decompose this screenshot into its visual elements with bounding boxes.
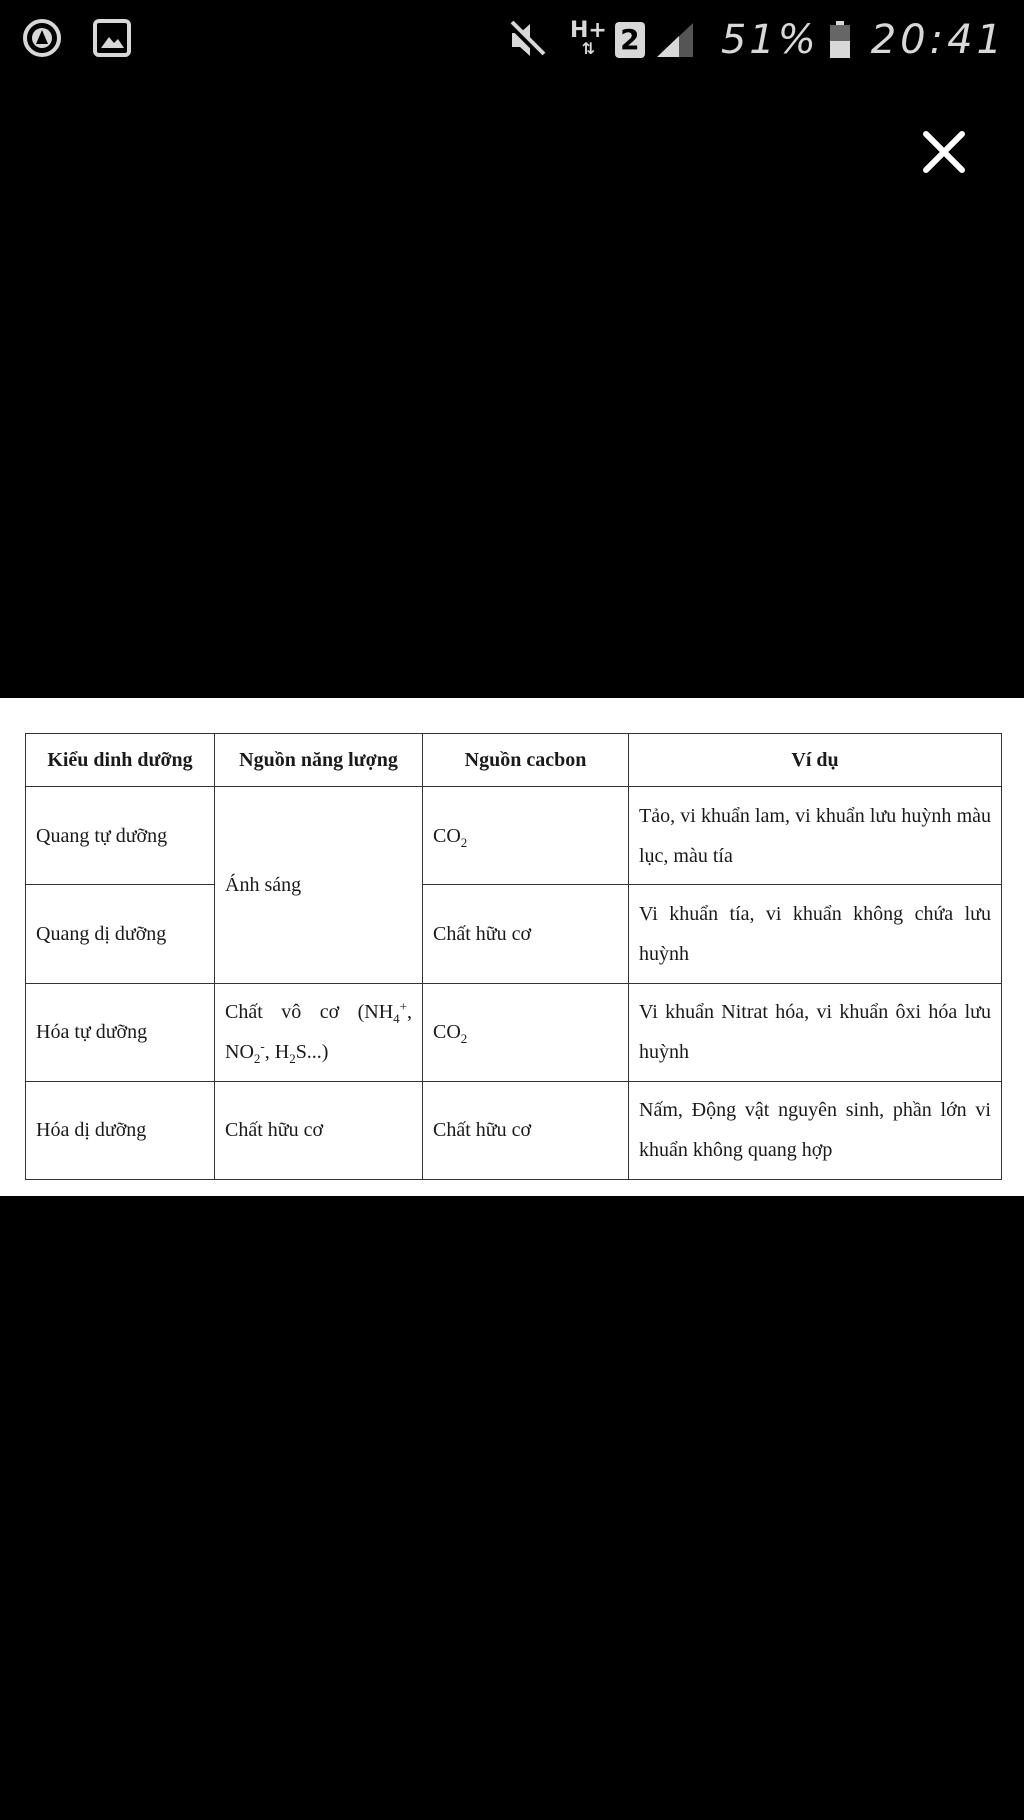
- cell-carbon: $CO_2$: [423, 983, 629, 1081]
- status-bar: [0, 0, 1024, 80]
- table-row: [26, 787, 1002, 885]
- battery-percent: 51%: [720, 17, 819, 63]
- cell-type: Hóa tự dưỡng: [26, 983, 215, 1081]
- mute-icon: [504, 18, 548, 62]
- nutrition-table: [25, 733, 1002, 1180]
- clock: 20:41: [870, 17, 1006, 63]
- header-type: Kiểu dinh dưỡng: [26, 734, 215, 787]
- cell-example: Vi khuẩn tía, vi khuẩn không chứa lưu huỳnh: [629, 885, 1002, 983]
- cell-energy: Ánh sáng: [215, 787, 423, 984]
- cell-carbon: $CO_2$: [423, 787, 629, 885]
- cell-energy: Chất vô cơ ($NH_4^+$, $NO_2^-$, $H_2S$...): [215, 983, 423, 1081]
- sim-badge: 2: [615, 22, 645, 58]
- cell-example: Tảo, vi khuẩn lam, vi khuẩn lưu huỳnh màu lục, màu tía: [629, 787, 1002, 885]
- cell-example: Vi khuẩn Nitrat hóa, vi khuẩn ôxi hóa lưu huỳnh: [629, 983, 1002, 1081]
- cell-carbon: Chất hữu cơ: [423, 1081, 629, 1179]
- header-carbon: Nguồn cacbon: [423, 734, 629, 787]
- cell-type: Quang dị dưỡng: [26, 885, 215, 983]
- header-example: Ví dụ: [629, 734, 1002, 787]
- table-row: [26, 885, 1002, 983]
- network-type-icon: H+ ⇅: [569, 18, 607, 58]
- table-row: [26, 1081, 1002, 1179]
- cell-type: Hóa dị dưỡng: [26, 1081, 215, 1179]
- cell-example: Nấm, Động vật nguyên sinh, phần lớn vi khuẩn không quang hợp: [629, 1081, 1002, 1179]
- table-header-row: [26, 734, 1002, 787]
- battery-icon: [829, 21, 851, 59]
- gallery-icon: [92, 18, 132, 58]
- table-row: [26, 983, 1002, 1081]
- cell-carbon: Chất hữu cơ: [423, 885, 629, 983]
- cell-type: Quang tự dưỡng: [26, 787, 215, 885]
- document-image: [0, 698, 1024, 1196]
- cell-energy: Chất hữu cơ: [215, 1081, 423, 1179]
- header-energy: Nguồn năng lượng: [215, 734, 423, 787]
- signal-icon: [655, 21, 695, 59]
- close-icon[interactable]: [918, 126, 970, 178]
- app-icon: [22, 18, 62, 58]
